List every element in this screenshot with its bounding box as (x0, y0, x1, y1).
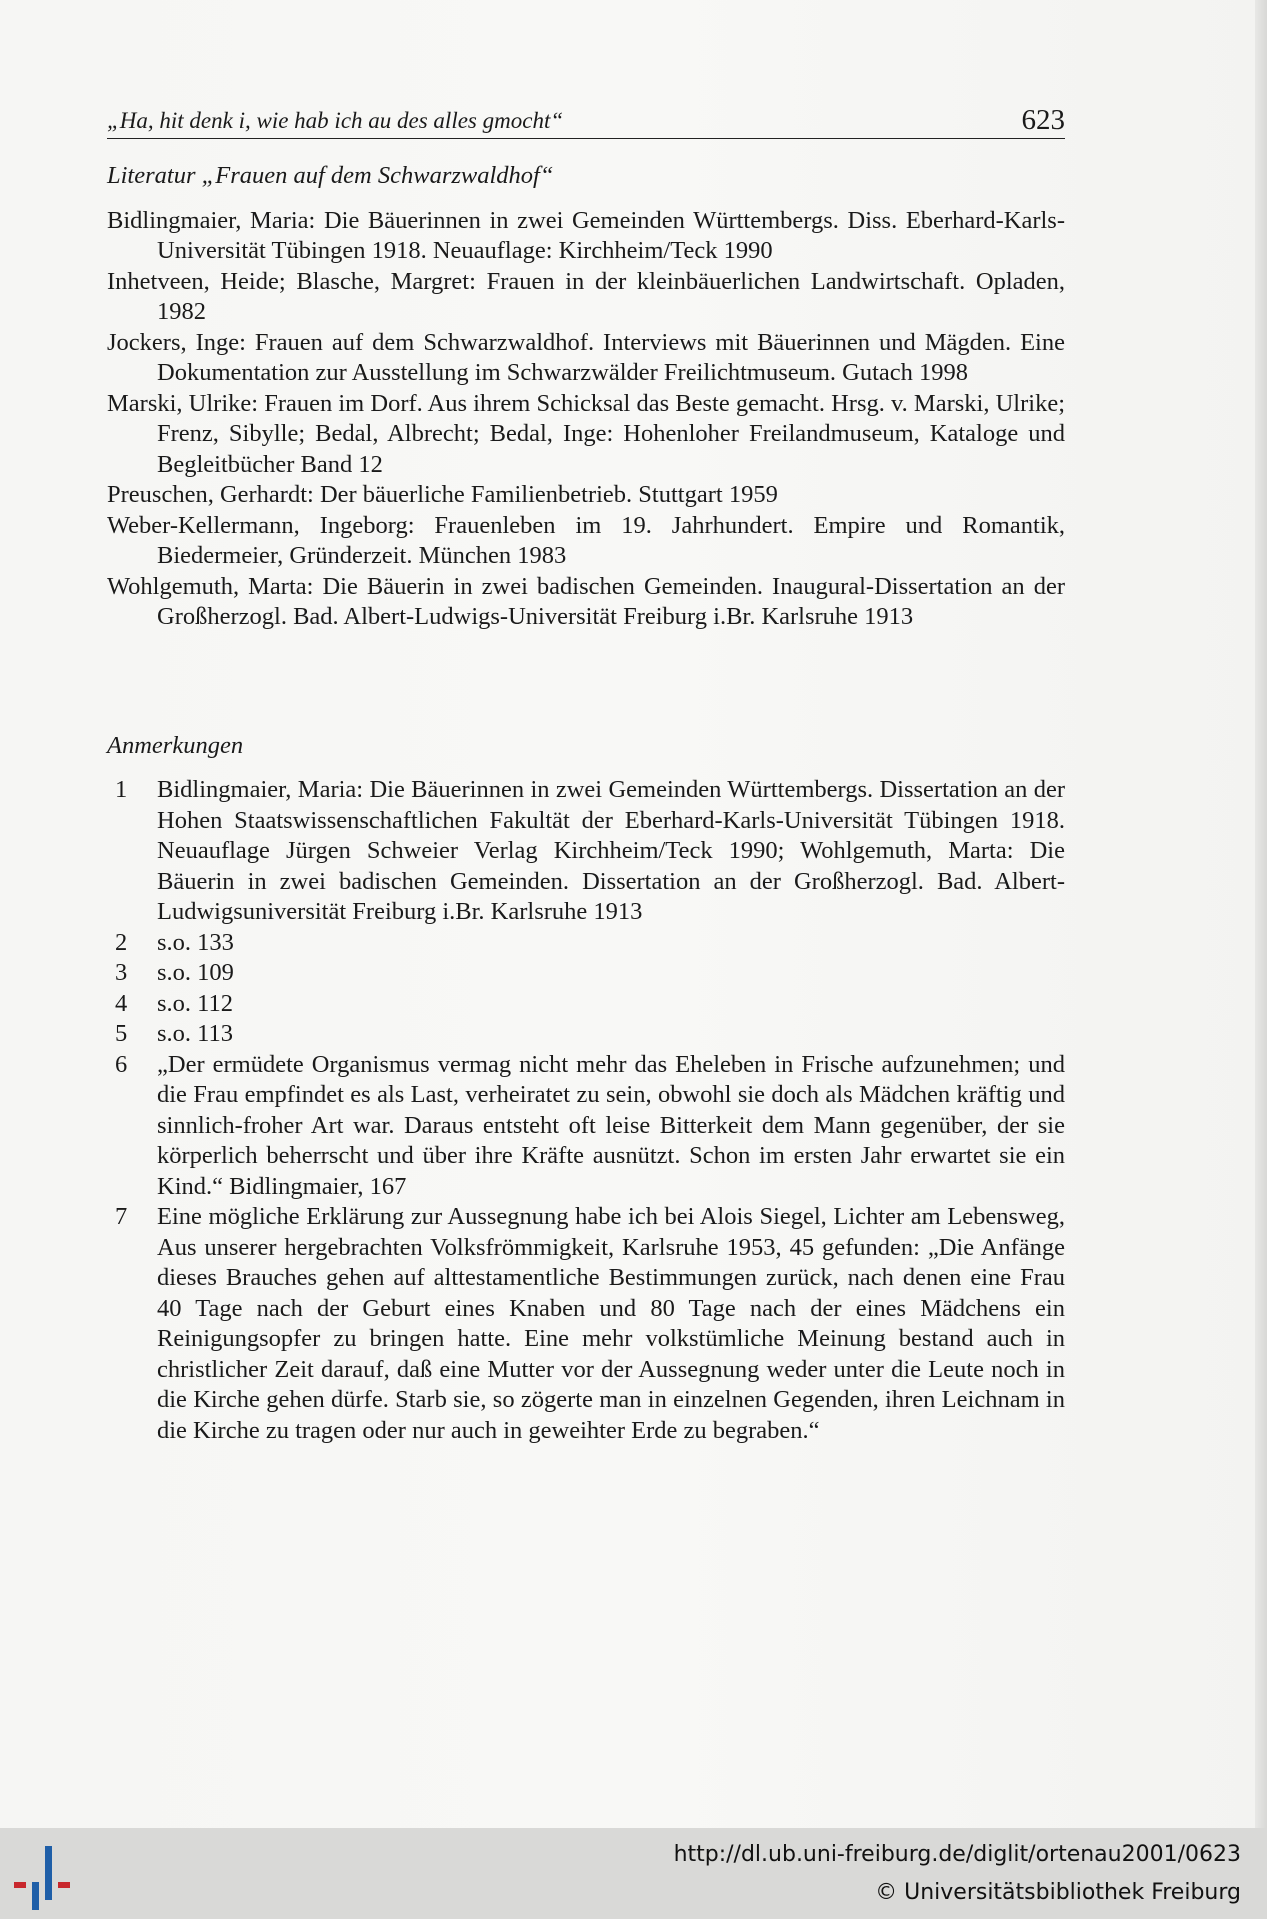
bibliography-entry: Preuschen, Gerhardt: Der bäuerliche Familienbetrieb. Stuttgart 1959 (107, 481, 778, 508)
literature-heading: Literatur „Frauen auf dem Schwarzwaldhof“ (107, 162, 554, 189)
note-item (107, 1019, 1065, 1050)
note-number: 5 (115, 1020, 128, 1047)
copyright-notice: © Universitätsbibliothek Freiburg (875, 1880, 1241, 1905)
note-number: 7 (115, 1203, 128, 1230)
note-number: 4 (115, 989, 128, 1017)
note-text: s.o. 112 (157, 989, 234, 1017)
bibliography-entry: Wohlgemuth, Marta: Die Bäuerin in zwei badischen Gemeinden. Inaugural-Dissertation an der Großherzogl. Bad. Albert-Ludwigs-Universität Freiburg i.Br. Karlsruhe 1913 (107, 572, 1065, 630)
note-text: „Der ermüdete Organismus vermag nicht mehr das Eheleben in Frische aufzunehmen; und die Frau empfindet es als Last, verheiratet zu sein, obwohl sie doch als Mädchen kräftig und sinnlich-froher Art war. Daraus entsteht oft leise Bitterkeit dem Mann gegenüber, der sie körperlich beherrscht und über ihre Kräfte ausnützt. Schon im ersten Jahr erwartet sie ein Kind.“ Bidlingmaier, 167 (157, 1050, 1065, 1200)
running-title: „Ha, hit denk i, wie hab ich au des alles gmocht“ (107, 107, 564, 133)
note-item (107, 1202, 1065, 1446)
page-content (107, 96, 1065, 1446)
note-item (107, 775, 1065, 928)
note-item (107, 928, 1065, 959)
note-text: s.o. 109 (157, 959, 234, 986)
document-url-link[interactable]: http://dl.ub.uni-freiburg.de/diglit/ortenau2001/0623 (673, 1842, 1241, 1867)
note-item (107, 958, 1065, 989)
ub-freiburg-logo-icon (12, 1842, 82, 1912)
note-number: 2 (115, 928, 128, 956)
bibliography-entry: Weber-Kellermann, Ingeborg: Frauenleben im 19. Jahrhundert. Empire und Romantik, Biedermeier, Gründerzeit. München 1983 (107, 511, 1065, 569)
bibliography-entry: Inhetveen, Heide; Blasche, Margret: Frauen in der kleinbäuerlichen Landwirtschaft. Opladen, 1982 (107, 267, 1065, 325)
notes-list (107, 775, 1065, 1446)
note-text: s.o. 113 (157, 1020, 234, 1047)
note-number: 6 (115, 1050, 128, 1078)
note-number: 3 (115, 959, 128, 986)
note-number: 1 (115, 776, 128, 803)
note-item (107, 989, 1065, 1020)
note-text: s.o. 133 (157, 928, 234, 956)
bibliography-list (107, 206, 1065, 633)
note-item (107, 1050, 1065, 1203)
bibliography-entry: Marski, Ulrike: Frauen im Dorf. Aus ihrem Schicksal das Beste gemacht. Hrsg. v. Marski, Ulrike; Frenz, Sibylle; Bedal, Albrecht; Bedal, Inge: Hohenloher Freilandmuseum, Kataloge und Begleitbücher Band 12 (107, 389, 1065, 478)
notes-heading: Anmerkungen (107, 731, 244, 759)
library-footer (0, 1828, 1267, 1919)
page-edge (1255, 0, 1267, 1828)
bibliography-entry: Bidlingmaier, Maria: Die Bäuerinnen in zwei Gemeinden Württembergs. Diss. Eberhard-Karls-Universität Tübingen 1918. Neuauflage: Kirchheim/Teck 1990 (107, 206, 1065, 264)
page-number: 623 (1021, 104, 1065, 136)
note-text: Eine mögliche Erklärung zur Aussegnung habe ich bei Alois Siegel, Lichter am Lebensweg, Aus unserer hergebrachten Volksfrömmigkeit, Karlsruhe 1953, 45 gefunden: „Die Anfänge dieses Brauches gehen auf alttestamentliche Bestimmungen zurück, nach denen eine Frau 40 Tage nach der Geburt eines Knaben und 80 Tage nach der eines Mädchens ein Reinigungsopfer zu bringen hatte. Eine mehr volkstümliche Meinung bestand auch in christlicher Zeit darauf, daß eine Mutter vor der Aussegnung weder unter die Leute noch in die Kirche gehen dürfe. Starb sie, so zögerte man in einzelnen Gegenden, ihren Leichnam in die Kirche zu tragen oder nur auch in geweihter Erde zu begraben.“ (157, 1203, 1065, 1444)
running-head (107, 96, 1065, 139)
note-text: Bidlingmaier, Maria: Die Bäuerinnen in zwei Gemeinden Württembergs. Dissertation an der Hohen Staatswissenschaftlichen Fakultät der Eberhard-Karls-Universität Tübingen 1918. Neuauflage Jürgen Schweier Verlag Kirchheim/Teck 1990; Wohlgemuth, Marta: Die Bäuerin in zwei badischen Gemeinden. Dissertation an der Großherzogl. Bad. Albert-Ludwigsuniversität Freiburg i.Br. Karlsruhe 1913 (157, 776, 1065, 925)
bibliography-entry: Jockers, Inge: Frauen auf dem Schwarzwaldhof. Interviews mit Bäuerinnen und Mägden. Eine Dokumentation zur Ausstellung im Schwarzwälder Freilichtmuseum. Gutach 1998 (107, 328, 1065, 386)
